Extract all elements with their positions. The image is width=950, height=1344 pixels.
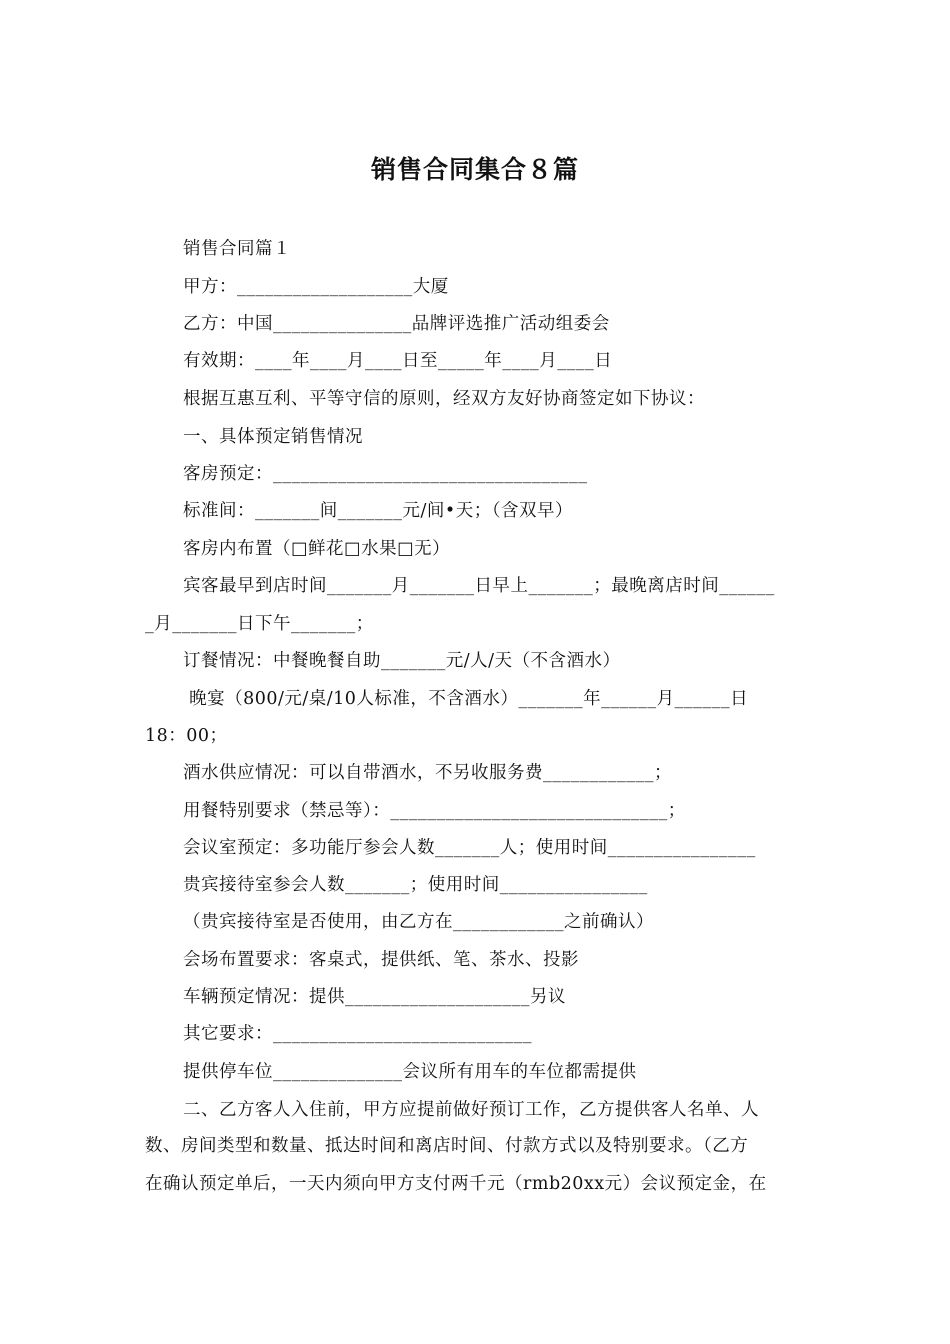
clause-two-line-3: 在确认预定单后，一天内须向甲方支付两千元（rmb20xx元）会议预定金，在 — [145, 1174, 767, 1194]
section-heading: 销售合同篇１ — [183, 239, 291, 259]
banquet-line: 晚宴（800/元/桌/10人标准，不含酒水）_______年______月______日 — [183, 689, 749, 709]
validity-line: 有效期：____年____月____日至_____年____月____日 — [183, 351, 613, 371]
room-booking-line: 客房预定：__________________________________ — [183, 464, 588, 484]
vip-room-line: 贵宾接待室参会人数_______；使用时间________________ — [183, 875, 648, 895]
vehicle-line: 车辆预定情况：提供____________________另议 — [183, 987, 566, 1007]
clause-two-line-2: 数、房间类型和数量、抵达时间和离店时间、付款方式以及特别要求。（乙方 — [145, 1136, 749, 1156]
meeting-room-line: 会议室预定：多功能厅参会人数_______人；使用时间________________ — [183, 838, 756, 858]
dining-requirements-line: 用餐特别要求（禁忌等）：______________________________； — [183, 801, 686, 821]
clause-heading: 一、具体预定销售情况 — [183, 427, 363, 447]
party-a-line: 甲方：___________________大厦 — [183, 277, 449, 297]
other-requirements-line: 其它要求：____________________________ — [183, 1024, 532, 1044]
party-b-line: 乙方：中国_______________品牌评选推广活动组委会 — [183, 314, 610, 334]
vip-room-note: （贵宾接待室是否使用，由乙方在____________之前确认） — [183, 912, 654, 932]
clause-two-line: 二、乙方客人入住前，甲方应提前做好预订工作，乙方提供客人名单、人 — [183, 1100, 759, 1120]
arrival-line: 宾客最早到店时间_______月_______日早上_______；最晚离店时间______ — [183, 576, 775, 596]
room-layout-line: 客房内布置（□鲜花□水果□无） — [183, 539, 451, 559]
catering-line: 订餐情况：中餐晚餐自助_______元/人/天（不含酒水） — [183, 651, 621, 671]
preamble-line: 根据互惠互利、平等守信的原则，经双方友好协商签定如下协议： — [183, 389, 705, 409]
document-title: 销售合同集合８篇 — [370, 155, 579, 184]
banquet-line-cont: 18：00； — [145, 726, 228, 746]
drinks-line: 酒水供应情况：可以自带酒水，不另收服务费____________； — [183, 763, 672, 783]
arrival-line-cont: _月_______日下午_______； — [145, 614, 374, 634]
standard-room-line: 标准间：_______间_______元/间•天；（含双早） — [183, 501, 573, 521]
parking-line: 提供停车位______________会议所有用车的车位都需提供 — [183, 1062, 637, 1082]
venue-layout-line: 会场布置要求：客桌式，提供纸、笔、茶水、投影 — [183, 950, 579, 970]
